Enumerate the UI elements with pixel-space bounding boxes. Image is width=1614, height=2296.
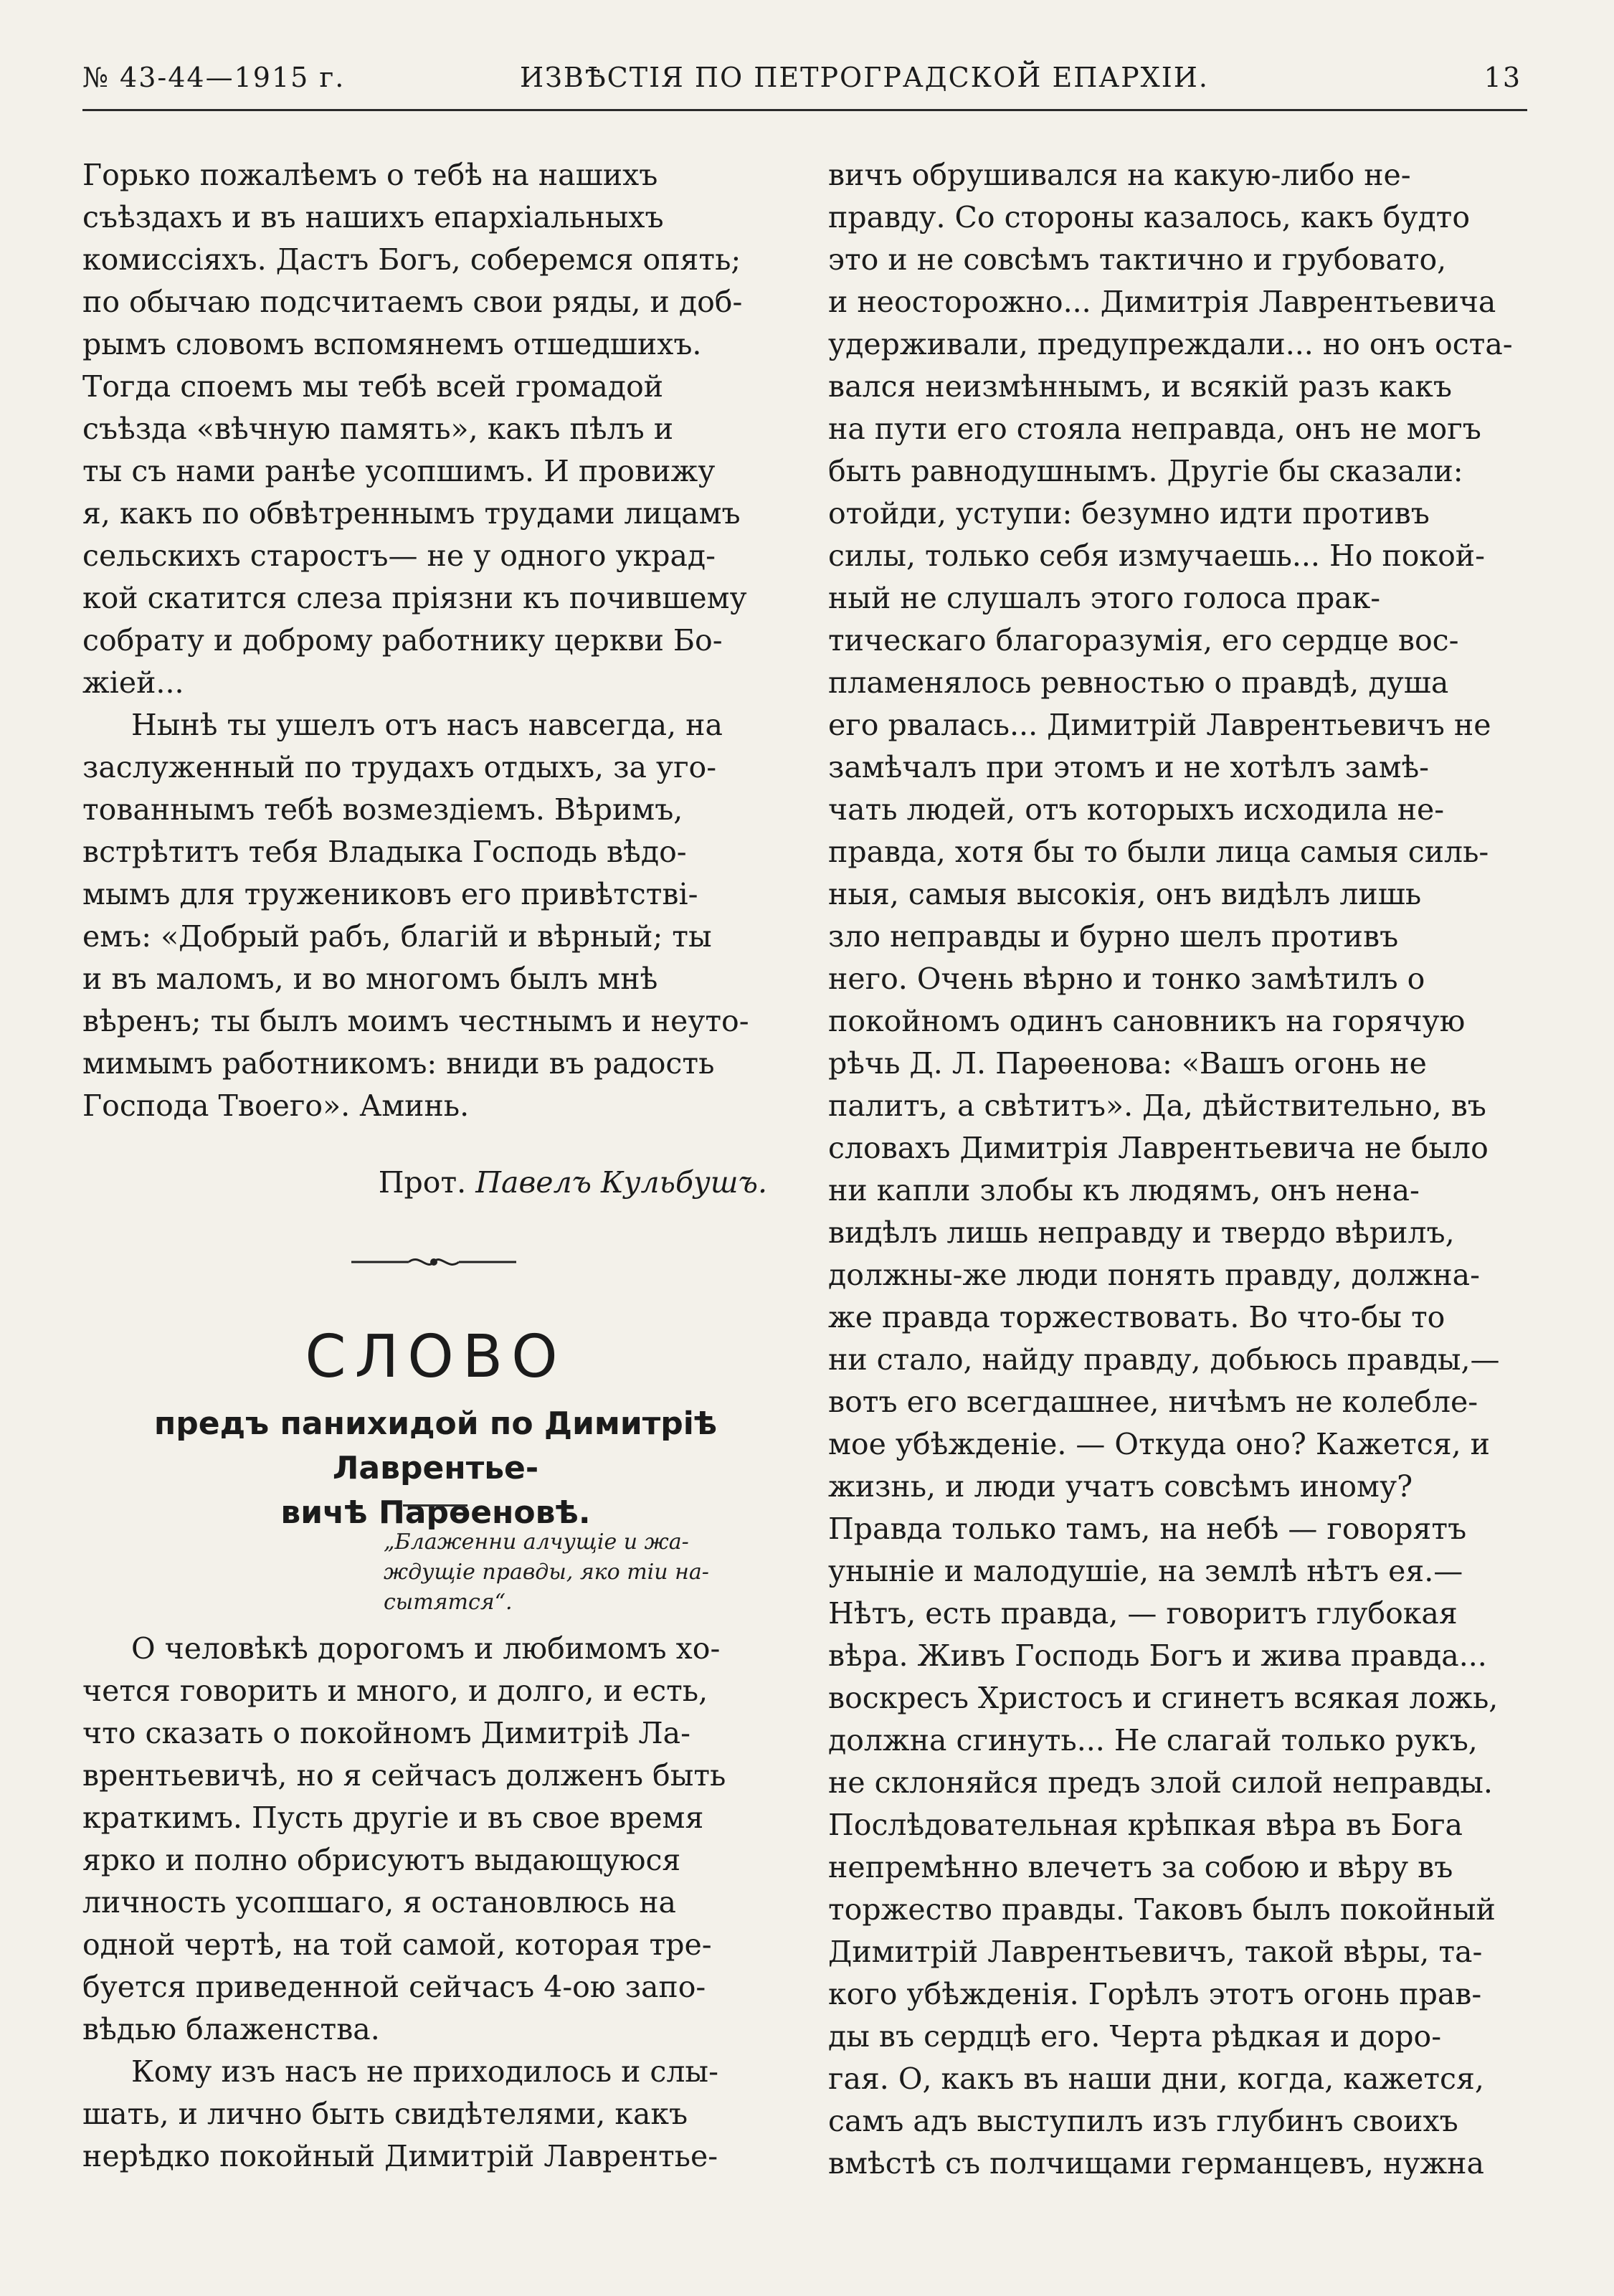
text-line: замѣчалъ при этомъ и не хотѣлъ замѣ- — [828, 750, 1430, 784]
text-line: чется говорить и много, и долго, и есть, — [82, 1674, 708, 1708]
text-line: вѣдью блаженства. — [82, 2012, 380, 2046]
text-line: Послѣдовательная крѣпкая вѣра въ Бога — [828, 1808, 1463, 1842]
paragraph-1 — [82, 154, 789, 704]
text-line: правду. Со стороны казалось, какъ будто — [828, 200, 1471, 234]
text-line: тованнымъ тебѣ возмездіемъ. Вѣримъ, — [82, 792, 683, 827]
text-line: ный не слушалъ этого голоса прак- — [828, 581, 1381, 615]
text-line: кой скатится слеза пріязни къ почившему — [82, 581, 747, 615]
text-line: правда, хотя бы то были лица самыя силь- — [828, 835, 1489, 869]
text-line: собрату и доброму работнику церкви Бо- — [82, 623, 723, 658]
text-line: ярко и полно обрисуютъ выдающуюся — [82, 1843, 681, 1877]
text-line: не склоняйся предъ злой силой неправды. — [828, 1765, 1493, 1800]
text-line: комиссіяхъ. Дастъ Богъ, соберемся опять; — [82, 242, 741, 277]
text-line: я, какъ по обвѣтреннымъ трудами лицамъ — [82, 496, 741, 531]
text-line: что сказать о покойномъ Димитріѣ Ла- — [82, 1716, 690, 1750]
text-line: зло неправды и бурно шелъ противъ — [828, 919, 1399, 954]
text-line: одной чертѣ, на той самой, которая тре- — [82, 1927, 712, 1962]
epigraph — [384, 1527, 756, 1618]
text-line: воскресъ Христосъ и сгинетъ всякая ложь, — [828, 1681, 1499, 1715]
subtitle-line: вичѣ Парѳеновѣ. — [280, 1494, 591, 1531]
text-line: жизнь, и люди учатъ совсѣмъ иному? — [828, 1469, 1413, 1504]
text-line: самъ адъ выступилъ изъ глубинъ своихъ — [828, 2104, 1458, 2138]
text-line: Димитрій Лаврентьевичъ, такой вѣры, та- — [828, 1935, 1483, 1969]
text-line: вался неизмѣннымъ, и всякій разъ какъ — [828, 369, 1452, 404]
text-line: по обычаю подсчитаемъ свои ряды, и доб- — [82, 285, 743, 319]
text-line: силы, только себя измучаешь... Но покой- — [828, 539, 1485, 573]
text-line: Тогда споемъ мы тебѣ всей громадой — [82, 369, 664, 404]
text-line: вѣра. Живъ Господь Богъ и жива правда... — [828, 1638, 1487, 1673]
epigraph-line: сытятся“. — [384, 1590, 513, 1615]
text-line: и въ маломъ, и во многомъ былъ мнѣ — [82, 962, 658, 996]
right-column — [828, 154, 1534, 2185]
text-line: должна сгинуть... Не слагай только рукъ, — [828, 1723, 1478, 1757]
text-line: О человѣкѣ дорогомъ и любимомъ хо- — [131, 1631, 721, 1666]
text-line: мымъ для тружениковъ его привѣтствi- — [82, 877, 698, 911]
running-header — [82, 59, 1527, 111]
text-line: уныніе и малодушіе, на землѣ нѣтъ ея.— — [828, 1554, 1463, 1588]
text-line: мимымъ работникомъ: вниди въ радость — [82, 1046, 715, 1081]
text-line: встрѣтитъ тебя Владыка Господь вѣдо- — [82, 835, 687, 869]
text-line: пламенялось ревностью о правдѣ, душа — [828, 665, 1449, 700]
text-line: сельскихъ старостъ— не у одного украд- — [82, 539, 716, 573]
text-line: вотъ его всегдашнее, ничѣмъ не колеблe- — [828, 1385, 1478, 1419]
text-line: заслуженный по трудахъ отдыхъ, за уго- — [82, 750, 717, 784]
text-line: и неосторожно... Димитрія Лаврентьевича — [828, 285, 1496, 319]
text-line: врентьевичѣ, но я сейчасъ долженъ быть — [82, 1758, 726, 1793]
sermon-title: СЛОВО — [305, 1323, 566, 1391]
text-line: жіей... — [82, 665, 184, 700]
text-line: палитъ, а свѣтитъ». Да, дѣйствительно, въ — [828, 1088, 1486, 1123]
text-line: ни капли злобы къ людямъ, онъ нена- — [828, 1173, 1420, 1208]
text-line: Господа Твоего». Аминь. — [82, 1088, 470, 1123]
text-line: вѣренъ; ты былъ моимъ честнымъ и неуто- — [82, 1004, 749, 1038]
text-line: вмѣстѣ съ полчищами германцевъ, нужна — [828, 2146, 1484, 2181]
left-column — [82, 154, 789, 2173]
text-line: вичъ обрушивался на какую-либо не- — [828, 158, 1411, 192]
text-line: Нѣтъ, есть правда, — говоритъ глубокая — [828, 1596, 1458, 1631]
journal-title: ИЗВѢСТІЯ ПО ПЕТРОГРАДСКОЙ ЕПАРХІИ. — [520, 62, 1209, 93]
text-line: же правда торжествовать. Во что-бы то — [828, 1300, 1446, 1334]
signature-title: Прот. — [378, 1165, 467, 1200]
text-line: отойди, уступи: безумно идти противъ — [828, 496, 1430, 531]
text-line: съѣзда «вѣчную память», какъ пѣлъ и — [82, 412, 674, 446]
subtitle-line: предъ панихидой по Димитріѣ Лаврентье- — [153, 1405, 718, 1486]
title-rule — [403, 1504, 467, 1507]
text-line: гая. О, какъ въ наши дни, когда, кажется, — [828, 2062, 1484, 2096]
signature-name: Павелъ Кульбушъ. — [475, 1165, 767, 1200]
text-line: это и не совсѣмъ тактично и грубовато, — [828, 242, 1447, 277]
text-line: краткимъ. Пусть другіе и въ свое время — [82, 1801, 704, 1835]
text-line: съѣздахъ и въ нашихъ епархіальныхъ — [82, 200, 664, 234]
text-line: личность усопшаго, я остановлюсь на — [82, 1885, 676, 1920]
text-line: удерживали, предупреждали... но онъ оста- — [828, 327, 1513, 361]
text-line: ты съ нами ранѣе усопшимъ. И провижу — [82, 454, 716, 488]
text-line: Кому изъ насъ не приходилось и слы- — [131, 2054, 718, 2089]
text-line: Горько пожалѣемъ о тебѣ на нашихъ — [82, 158, 658, 192]
paragraph-2 — [82, 704, 789, 1127]
text-line: словахъ Димитрія Лаврентьевича не было — [828, 1131, 1489, 1165]
epigraph-line: ждущіе правды, яко тіи на- — [384, 1560, 709, 1585]
page-number: 13 — [1484, 62, 1522, 93]
text-line: Нынѣ ты ушелъ отъ насъ навсегда, на — [131, 708, 723, 742]
text-line: чать людей, отъ которыхъ исходила не- — [828, 792, 1445, 827]
signature — [82, 1165, 789, 1200]
text-line: быть равнодушнымъ. Другіе бы сказали: — [828, 454, 1463, 488]
text-line: ныя, самыя высокія, онъ видѣлъ лишь — [828, 877, 1422, 911]
sermon-subtitle — [82, 1402, 789, 1535]
text-line: Правда только тамъ, на небѣ — говорятъ — [828, 1512, 1467, 1546]
paragraph-3 — [82, 1628, 789, 2178]
text-line: емъ: «Добрый рабъ, благій и вѣрный; ты — [82, 919, 712, 954]
text-line: на пути его стояла неправда, онъ не могъ — [828, 412, 1481, 446]
text-line: мое убѣжденіе. — Откуда оно? Кажется, и — [828, 1427, 1490, 1461]
text-line: покойномъ одинъ сановникъ на горячую — [828, 1004, 1466, 1038]
text-line: рѣчь Д. Л. Парѳенова: «Вашъ огонь не — [828, 1046, 1427, 1081]
epigraph-line: „Блаженни алчущіе и жа- — [384, 1529, 689, 1555]
text-line: кого убѣжденія. Горѣлъ этотъ огонь прав- — [828, 1977, 1482, 2011]
text-line: ды въ сердцѣ его. Черта рѣдкая и доро- — [828, 2019, 1442, 2054]
issue-number: № 43-44—1915 г. — [82, 62, 346, 93]
text-line: тическаго благоразумія, его сердце вос- — [828, 623, 1459, 658]
text-line: буется приведенной сейчасъ 4-ою запо- — [82, 1970, 706, 2004]
ornament-divider — [351, 1251, 516, 1273]
text-line: нерѣдко покойный Димитрій Лаврентье- — [82, 2139, 718, 2173]
text-line: шать, и лично быть свидѣтелями, какъ — [82, 2097, 688, 2131]
text-line: него. Очень вѣрно и тонко замѣтилъ о — [828, 962, 1425, 996]
text-line: его рвалась... Димитрій Лаврентьевичъ не — [828, 708, 1491, 742]
text-line: должны-же люди понять правду, должна- — [828, 1258, 1480, 1292]
text-line: торжество правды. Таковъ былъ покойный — [828, 1892, 1496, 1927]
text-line: ни стало, найду правду, добьюсь правды,— — [828, 1342, 1500, 1377]
text-line: видѣлъ лишь неправду и твердо вѣрилъ, — [828, 1215, 1455, 1250]
text-line: непремѣнно влечетъ за собою и вѣру въ — [828, 1850, 1453, 1884]
text-line: рымъ словомъ вспомянемъ отшедшихъ. — [82, 327, 702, 361]
